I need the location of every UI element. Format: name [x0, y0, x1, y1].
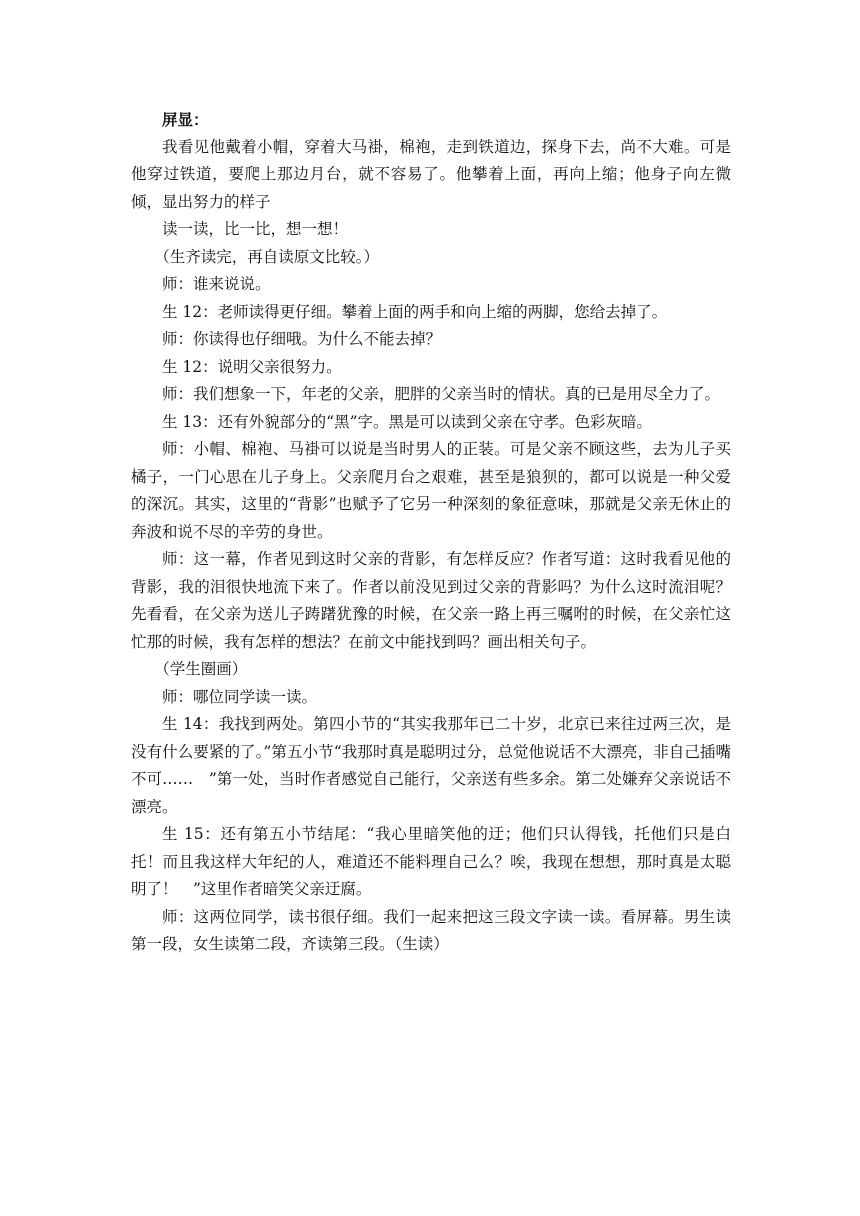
dialogue-paragraph: 师：这一幕，作者见到这时父亲的背影，有怎样反应？作者写道：这时我看见他的背影，我的泪很快地流下来了。作者以前没见到过父亲的背影吗？为什么这时流泪呢？先看看，在父亲为送儿子踌躇犹豫的时候，在父亲一路上再三嘱咐的时候，在父亲忙这忙那的时候，我有怎样的想法？在前文中能找到吗？画出相关句子。: [131, 550, 731, 651]
dialogue-paragraph: 师：哪位同学读一读。: [162, 687, 318, 706]
dialogue-paragraph: 师：小帽、棉袍、马褂可以说是当时男人的正装。可是父亲不顾这些，去为儿子买橘子，一门心思在儿子身上。父亲爬月台之艰难，甚至是狼狈的，都可以说是一种父爱的深沉。其实，这里的“背影”也赋予了它另一种深刻的象征意味，那就是父亲无休止的奔波和说不尽的辛劳的身世。: [131, 440, 731, 541]
dialogue-paragraph: 师：谁来说说。: [162, 275, 271, 293]
dialogue-paragraph: 师：这两位同学，读书很仔细。我们一起来把这三段文字读一读。看屏幕。男生读第一段，女生读第二段，齐读第三段。（生读）: [131, 907, 731, 953]
section-heading: 屏显：: [162, 110, 209, 129]
document-body: [131, 106, 731, 959]
dialogue-paragraph: 生 15：还有第五小节结尾：“我心里暗笑他的迂；他们只认得钱，托他们只是白托！而且我这样大年纪的人，难道还不能料理自己么？唉，我现在想想，那时真是太聪明了！ ”这里作者暗笑父亲迂腐。: [131, 825, 731, 898]
dialogue-paragraph: 生 13：还有外貌部分的“黑”字。黑是可以读到父亲在守孝。色彩灰暗。: [162, 412, 653, 431]
dialogue-paragraph: 生 12：老师读得更仔细。攀着上面的两手和向上缩的两脚，您给去掉了。: [162, 302, 668, 321]
dialogue-paragraph: 生 12：说明父亲很努力。: [162, 357, 342, 376]
instruction-line: 读一读，比一比，想一想！: [162, 220, 349, 238]
dialogue-paragraph: 生 14：我找到两处。第四小节的“其实我那年已二十岁，北京已来往过两三次，是没有什么要紧的了。”第五小节“我那时真是聪明过分，总觉他说话不大漂亮，非自己插嘴不可…… ”第一处，当时作者感觉自己能行，父亲送有些多余。第二处嫌弃父亲说话不漂亮。: [131, 715, 731, 816]
stage-note: （学生圈画）: [154, 660, 248, 678]
quoted-excerpt: 我看见他戴着小帽，穿着大马褂，棉袍，走到铁道边，探身下去，尚不大难。可是他穿过铁道，要爬上那边月台，就不容易了。他攀着上面，再向上缩；他身子向左微倾，显出努力的样子: [131, 137, 731, 211]
stage-note: （生齐读完，再自读原文比较。）: [154, 247, 380, 266]
dialogue-paragraph: 师：你读得也仔细哦。为什么不能去掉？: [162, 330, 442, 348]
dialogue-paragraph: 师：我们想象一下，年老的父亲，肥胖的父亲当时的情状。真的已是用尽全力了。: [162, 385, 721, 403]
